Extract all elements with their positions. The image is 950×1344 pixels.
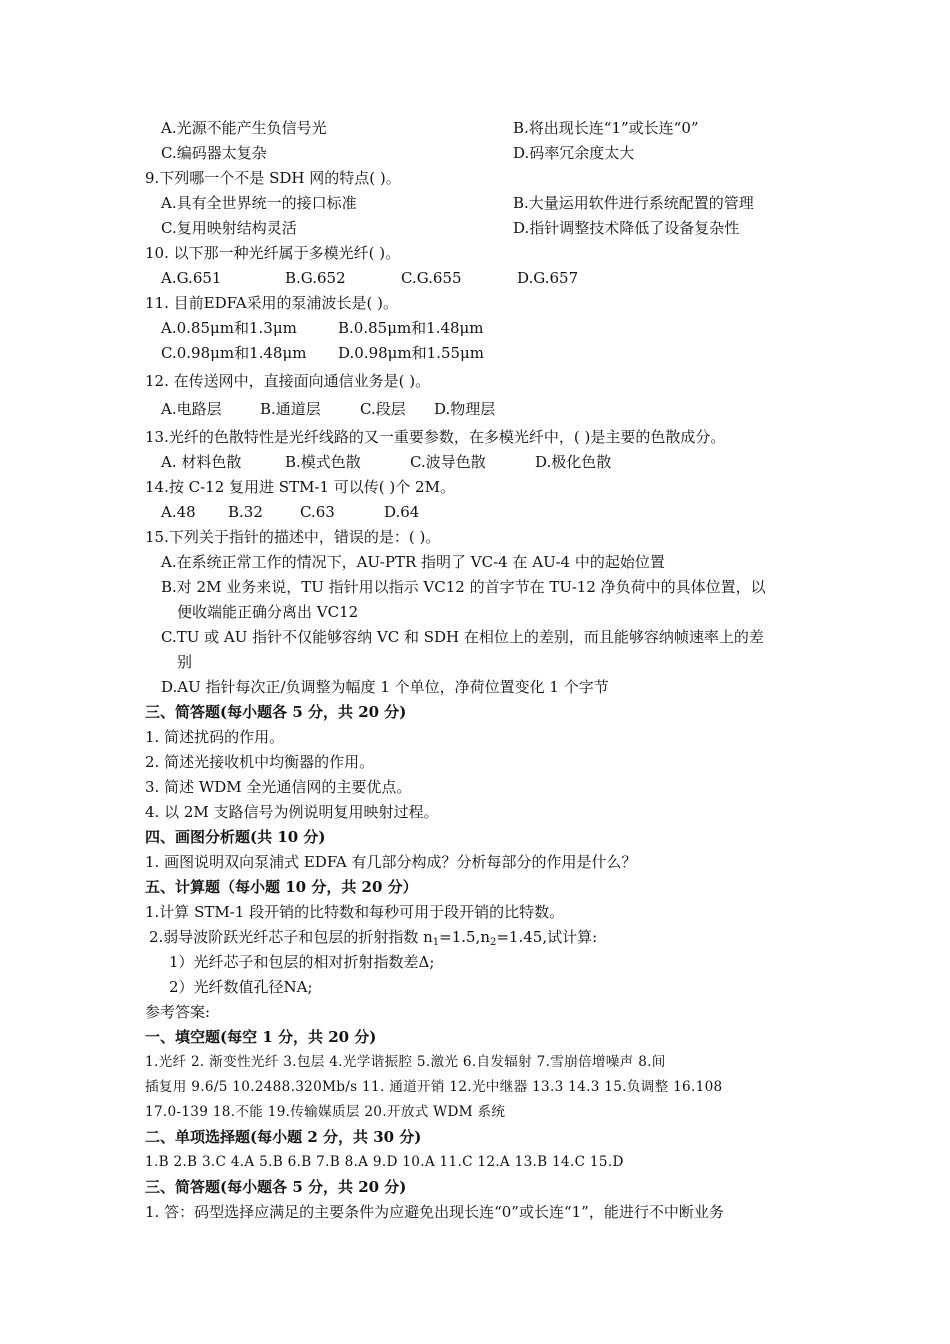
q8-option-a: A.光源不能产生负信号光 bbox=[161, 119, 327, 137]
q10-option-b: B.G.652 bbox=[285, 269, 346, 287]
answers-title: 参考答案: bbox=[145, 1003, 211, 1021]
section5-item-1: 1.计算 STM-1 段开销的比特数和每秒可用于段开销的比特数。 bbox=[145, 903, 565, 921]
answers-section1-line: 17.0-139 18.不能 19.传输媒质层 20.开放式 WDM 系统 bbox=[145, 1104, 506, 1120]
section5-sub-1: 1）光纤芯子和包层的相对折射指数差Δ; bbox=[169, 953, 435, 971]
section3-item: 2. 简述光接收机中均衡器的作用。 bbox=[145, 753, 375, 771]
answers-section2-line: 1.B 2.B 3.C 4.A 5.B 6.B 7.B 8.A 9.D 10.A 11.C 12.A 13.B 14.C 15.D bbox=[145, 1154, 624, 1170]
q10-option-a: A.G.651 bbox=[161, 269, 222, 287]
q11-option-a: A.0.85μm和1.3μm bbox=[161, 319, 297, 337]
q14-option-d: D.64 bbox=[384, 503, 420, 521]
q13-option-c: C.波导色散 bbox=[410, 453, 486, 471]
q14-stem: 14.按 C-12 复用进 STM-1 可以传( )个 2M。 bbox=[145, 478, 455, 496]
q13-stem: 13.光纤的色散特性是光纤线路的又一重要参数，在多模光纤中，( )是主要的色散成分。 bbox=[145, 428, 726, 446]
answers-section1-line: 1.光纤 2. 渐变性光纤 3.包层 4.光学谐振腔 5.激光 6.自发辐射 7.雪崩倍增噪声 8.间 bbox=[145, 1054, 666, 1070]
q11-stem: 11. 目前EDFA采用的泵浦波长是( )。 bbox=[145, 294, 399, 312]
section3-item: 3. 简述 WDM 全光通信网的主要优点。 bbox=[145, 778, 412, 796]
q11-option-c: C.0.98μm和1.48μm bbox=[161, 344, 307, 362]
section3-heading: 三、简答题(每小题各 5 分，共 20 分) bbox=[145, 703, 407, 721]
q10-option-d: D.G.657 bbox=[517, 269, 579, 287]
q9-option-a: A.具有全世界统一的接口标准 bbox=[161, 194, 357, 212]
q9-option-d: D.指针调整技术降低了设备复杂性 bbox=[513, 219, 740, 237]
q15-option-a: A.在系统正常工作的情况下，AU-PTR 指明了 VC-4 在 AU-4 中的起始位置 bbox=[161, 553, 665, 571]
q13-option-a: A. 材料色散 bbox=[161, 453, 242, 471]
section3-item: 4. 以 2M 支路信号为例说明复用映射过程。 bbox=[145, 803, 439, 821]
section4-item: 1. 画图说明双向泵浦式 EDFA 有几部分构成？分析每部分的作用是什么？ bbox=[145, 853, 637, 871]
q12-option-a: A.电路层 bbox=[161, 400, 222, 418]
q9-stem: 9.下列哪一个不是 SDH 网的特点( )。 bbox=[145, 169, 401, 187]
q8-option-d: D.码率冗余度太大 bbox=[513, 144, 635, 162]
q8-option-b: B.将出现长连“1”或长连“0” bbox=[513, 119, 699, 137]
section5-heading: 五、计算题（每小题 10 分，共 20 分） bbox=[145, 878, 418, 896]
q15-option-c-line2: 别 bbox=[177, 653, 193, 671]
q14-option-c: C.63 bbox=[300, 503, 335, 521]
q15-option-d: D.AU 指针每次正/负调整为幅度 1 个单位，净荷位置变化 1 个字节 bbox=[161, 678, 609, 696]
q11-option-b: B.0.85μm和1.48μm bbox=[338, 319, 484, 337]
q15-option-b-line1: B.对 2M 业务来说，TU 指针用以指示 VC12 的首字节在 TU-12 净负荷中的具体位置，以 bbox=[161, 578, 766, 596]
section5-sub-2: 2）光纤数值孔径NA; bbox=[169, 978, 313, 996]
q13-option-b: B.模式色散 bbox=[285, 453, 361, 471]
q12-option-d: D.物理层 bbox=[434, 400, 496, 418]
q14-option-b: B.32 bbox=[228, 503, 263, 521]
q10-option-c: C.G.655 bbox=[401, 269, 462, 287]
q15-option-b-line2: 便收端能正确分离出 VC12 bbox=[177, 603, 359, 621]
answers-section1-line: 插复用 9.6/5 10.2488.320Mb/s 11. 通道开销 12.光中继器 13.3 14.3 15.负调整 16.108 bbox=[145, 1079, 723, 1095]
q14-option-a: A.48 bbox=[161, 503, 196, 521]
q12-option-b: B.通道层 bbox=[260, 400, 321, 418]
q15-option-c-line1: C.TU 或 AU 指针不仅能够容纳 VC 和 SDH 在相位上的差别，而且能够容纳帧速率上的差 bbox=[161, 628, 764, 646]
q11-option-d: D.0.98μm和1.55μm bbox=[338, 344, 485, 362]
q13-option-d: D.极化色散 bbox=[535, 453, 612, 471]
section3-item: 1. 简述扰码的作用。 bbox=[145, 728, 285, 746]
section5-item-2: 2.弱导波阶跃光纤芯子和包层的折射指数 $n_1=1.5,n_2=1.45$,试计算: bbox=[149, 928, 598, 948]
section4-heading: 四、画图分析题(共 10 分) bbox=[145, 828, 326, 846]
q8-option-c: C.编码器太复杂 bbox=[161, 144, 267, 162]
q12-option-c: C.段层 bbox=[360, 400, 406, 418]
answers-section1-heading: 一、填空题(每空 1 分，共 20 分) bbox=[145, 1028, 377, 1046]
q9-option-c: C.复用映射结构灵活 bbox=[161, 219, 297, 237]
q12-stem: 12. 在传送网中，直接面向通信业务是( )。 bbox=[145, 372, 431, 390]
q9-option-b: B.大量运用软件进行系统配置的管理 bbox=[513, 194, 754, 212]
answers-section2-heading: 二、单项选择题(每小题 2 分，共 30 分) bbox=[145, 1128, 422, 1146]
q15-stem: 15.下列关于指针的描述中，错误的是：( )。 bbox=[145, 528, 441, 546]
q10-stem: 10. 以下那一种光纤属于多模光纤( )。 bbox=[145, 244, 401, 262]
answers-section3-line: 1. 答：码型选择应满足的主要条件为应避免出现长连“0”或长连“1”，能进行不中断业务 bbox=[145, 1203, 724, 1221]
answers-section3-heading: 三、简答题(每小题各 5 分，共 20 分) bbox=[145, 1178, 407, 1196]
